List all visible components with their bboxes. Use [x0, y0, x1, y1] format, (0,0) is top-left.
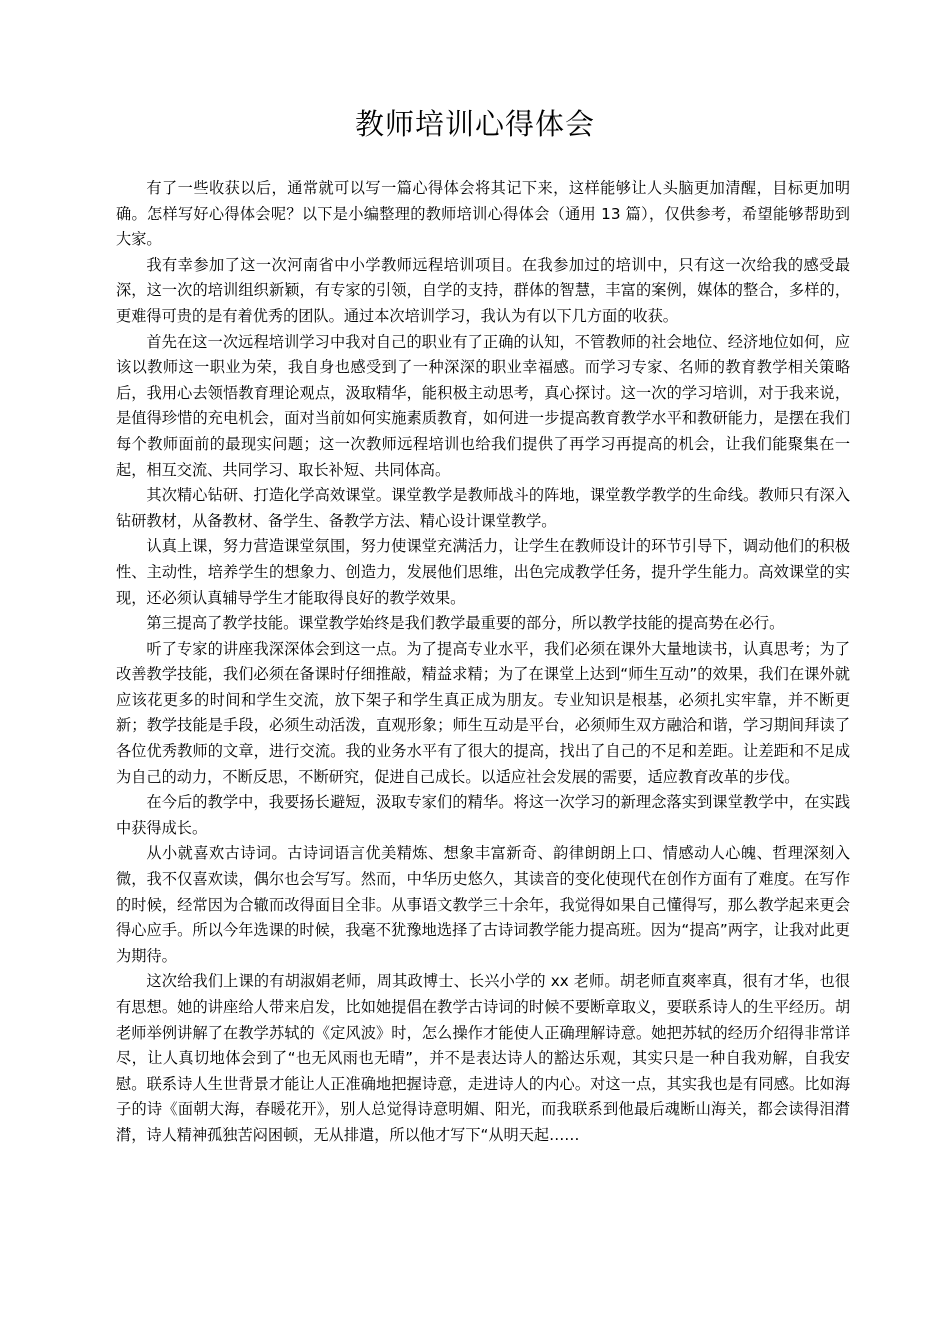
- paragraph-expert-lecture: 听了专家的讲座我深深体会到这一点。为了提高专业水平，我们必须在课外大量地读书，认真思考；为了改善教学技能，我们必须在备课时仔细推敲，精益求精；为了在课堂上达到“师生互动”的效果，我们在课外就应该花更多的时间和学生交流，放下架子和学生真正成为朋友。专业知识是根基，必须扎实牢靠，并不断更新；教学技能是手段，必须生动活泼，直观形象；师生互动是平台，必须师生双方融洽和谐，学习期间拜读了各位优秀教师的文章，进行交流。我的业务水平有了很大的提高，找出了自己的不足和差距。让差距和不足成为自己的动力，不断反思，不断研究，促进自己成长。以适应社会发展的需要，适应教育改革的步伐。: [116, 639, 850, 786]
- document-title: 教师培训心得体会: [354, 107, 595, 141]
- paragraph-ancient-poetry: 从小就喜欢古诗词。古诗词语言优美精炼、想象丰富新奇、韵律朗朗上口、情感动人心魄、哲理深刻入微，我不仅喜欢读，偶尔也会写写。然而，中华历史悠久，其读音的变化使现代在创作方面有了难度。在写作的时候，经常因为合辙而改得面目全非。从事语文教学三十余年，我觉得如果自己懂得写，那么教学起来更会得心应手。所以今年选课的时候，我毫不犹豫地选择了古诗词教学能力提高班。因为“提高”两字，让我对此更为期待。: [116, 844, 850, 965]
- paragraph-teachers: 这次给我们上课的有胡淑娟老师，周其政博士、长兴小学的 xx 老师。胡老师直爽率真，很有才华，也很有思想。她的讲座给人带来启发，比如她提倡在教学古诗词的时候不要断章取义，要联系诗人的生平经历。胡老师举例讲解了在教学苏轼的《定风波》时，怎么操作才能使人正确理解诗意。她把苏轼的经历介绍得非常详尽，让人真切地体会到了“也无风雨也无晴”，并不是表达诗人的豁达乐观，其实只是一种自我劝解，自我安慰。联系诗人生世背景才能让人正准确地把握诗意，走进诗人的内心。对这一点，其实我也是有同感。比如海子的诗《面朝大海，春暖花开》，别人总觉得诗意明媚、阳光，而我联系到他最后魂断山海关，都会读得泪潸潸，诗人精神孤独苦闷困顿，无从排遣，所以他才写下“从明天起……: [116, 972, 850, 1144]
- paragraph-training-project: 我有幸参加了这一次河南省中小学教师远程培训项目。在我参加过的培训中，只有这一次给我的感受最深，这一次的培训组织新颖，有专家的引领，自学的支持，群体的智慧，丰富的案例，媒体的整合，多样的，更难得可贵的是有着优秀的团队。通过本次培训学习，我认为有以下几方面的收获。: [116, 255, 850, 325]
- document-body: [116, 176, 850, 1149]
- paragraph-second-gain: 其次精心钻研、打造化学高效课堂。课堂教学是教师战斗的阵地，课堂教学教学的生命线。教师只有深入钻研教材，从备教材、备学生、备教学方法、精心设计课堂教学。: [116, 486, 850, 530]
- paragraph-intro: 有了一些收获以后，通常就可以写一篇心得体会将其记下来，这样能够让人头脑更加清醒，目标更加明确。怎样写好心得体会呢？以下是小编整理的教师培训心得体会（通用 13 篇），仅供参考，希望能够帮助到大家。: [116, 179, 850, 249]
- paragraph-third-gain: 第三提高了教学技能。课堂教学始终是我们教学最重要的部分，所以教学技能的提高势在必行。: [146, 614, 785, 633]
- paragraph-first-gain: 首先在这一次远程培训学习中我对自己的职业有了正确的认知，不管教师的社会地位、经济地位如何，应该以教师这一职业为荣，我自身也感受到了一种深深的职业幸福感。而学习专家、名师的教育教学相关策略后，我用心去领悟教育理论观点，汲取精华，能积极主动思考，真心探讨。这一次的学习培训，对于我来说，是值得珍惜的充电机会，面对当前如何实施素质教育，如何进一步提高教育教学水平和教研能力，是摆在我们每个教师面前的最现实问题；这一次教师远程培训也给我们提供了再学习再提高的机会，让我们能聚集在一起，相互交流、共同学习、取长补短、共同体高。: [116, 332, 850, 479]
- paragraph-class-teaching: 认真上课，努力营造课堂氛围，努力使课堂充满活力，让学生在教师设计的环节引导下，调动他们的积极性、主动性，培养学生的想象力、创造力，发展他们思维，出色完成教学任务，提升学生能力。高效课堂的实现，还必须认真辅导学生才能取得良好的教学效果。: [116, 537, 850, 607]
- paragraph-future-teaching: 在今后的教学中，我要扬长避短，汲取专家们的精华。将这一次学习的新理念落实到课堂教学中，在实践中获得成长。: [116, 793, 850, 837]
